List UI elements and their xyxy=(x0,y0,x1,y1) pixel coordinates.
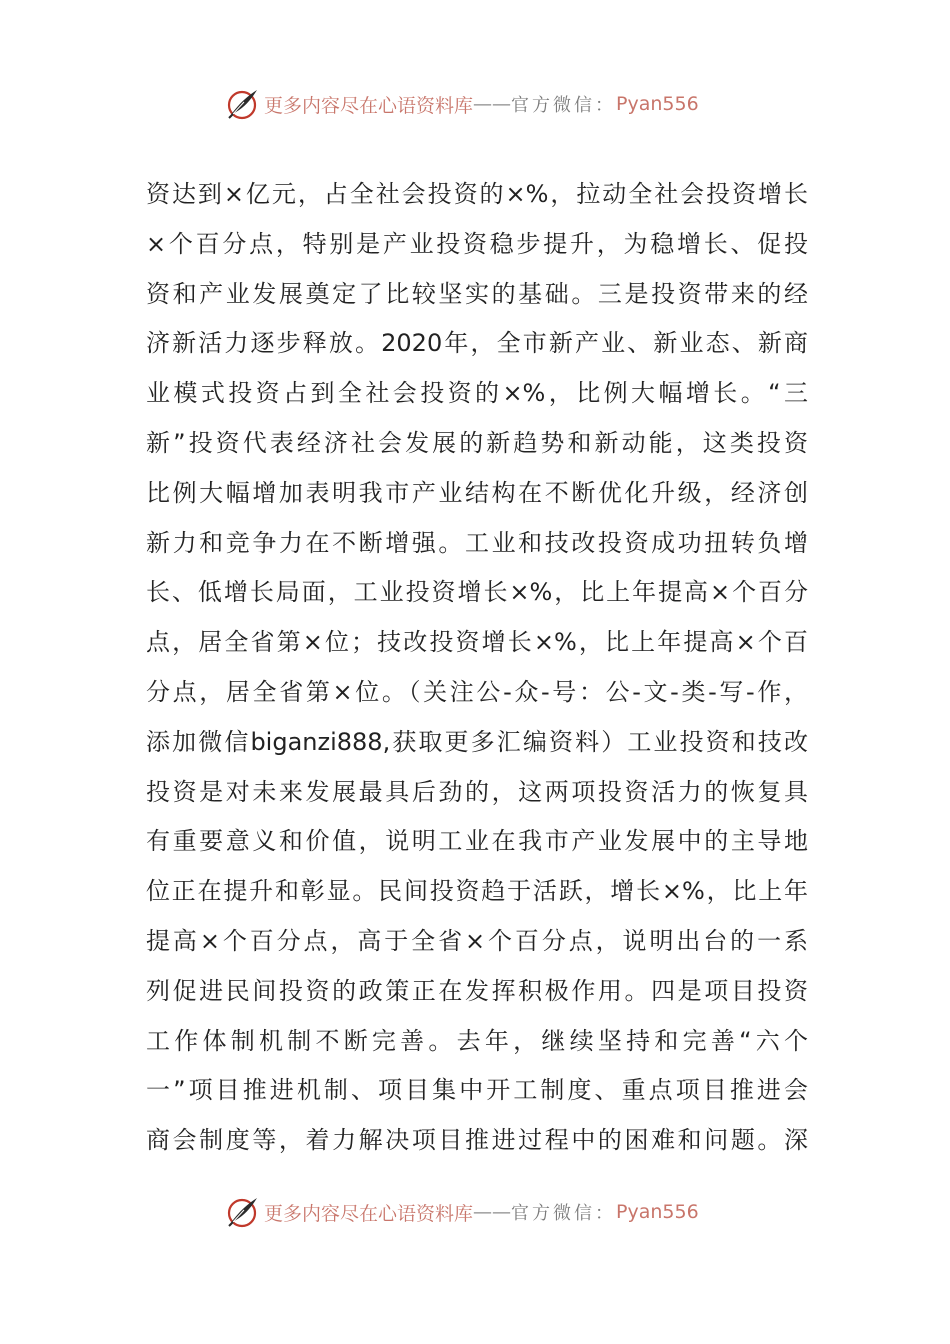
document-body xyxy=(146,170,808,1166)
body-line: ×个百分点，特别是产业投资稳步提升，为稳增长、促投 xyxy=(146,229,808,258)
body-line: 业模式投资占到全社会投资的×%，比例大幅增长。“三 xyxy=(146,379,808,408)
banner-brand-text: 更多内容尽在心语资料库 xyxy=(264,94,474,117)
footer-banner xyxy=(224,1192,744,1232)
body-line: 有重要意义和价值，说明工业在我市产业发展中的主导地 xyxy=(146,827,808,856)
body-line: 投资是对未来发展最具后劲的，这两项投资活力的恢复具 xyxy=(146,777,808,806)
body-line: 分点，居全省第×位。（关注公-众-号：公-文-类-写-作， xyxy=(146,677,808,706)
body-line: 资和产业发展奠定了比较坚实的基础。三是投资带来的经 xyxy=(146,279,808,308)
body-line: 商会制度等，着力解决项目推进过程中的困难和问题。深 xyxy=(146,1126,808,1155)
banner-wechat-id: Pyan556 xyxy=(616,93,699,115)
banner-brand-text: 更多内容尽在心语资料库 xyxy=(264,1202,474,1225)
header-banner xyxy=(224,84,744,124)
feather-pen-logo-icon xyxy=(224,1194,260,1230)
body-line: 工作体制机制不断完善。去年，继续坚持和完善“六个 xyxy=(146,1026,808,1055)
banner-wechat-label: 官方微信： xyxy=(511,1203,617,1224)
body-line: 长、低增长局面，工业投资增长×%，比上年提高×个百分 xyxy=(146,578,808,607)
body-line: 提高×个百分点，高于全省×个百分点，说明出台的一系 xyxy=(146,926,808,955)
body-line: 新”投资代表经济社会发展的新趋势和新动能，这类投资 xyxy=(146,428,808,457)
body-line: 济新活力逐步释放。2020年，全市新产业、新业态、新商 xyxy=(146,329,808,358)
feather-pen-logo-icon xyxy=(224,86,260,122)
body-line: 资达到×亿元，占全社会投资的×%，拉动全社会投资增长 xyxy=(146,180,808,208)
body-line: 位正在提升和彰显。民间投资趋于活跃，增长×%，比上年 xyxy=(146,877,808,906)
body-line: 一”项目推进机制、项目集中开工制度、重点项目推进会 xyxy=(146,1076,808,1105)
body-line: 点，居全省第×位；技改投资增长×%，比上年提高×个百 xyxy=(146,628,808,657)
body-line: 列促进民间投资的政策正在发挥积极作用。四是项目投资 xyxy=(146,976,808,1005)
banner-dash: —— xyxy=(473,1201,512,1223)
banner-wechat-label: 官方微信： xyxy=(511,95,617,116)
body-line: 新力和竞争力在不断增强。工业和技改投资成功扭转负增 xyxy=(146,528,808,557)
body-line: 添加微信biganzi888,获取更多汇编资料）工业投资和技改 xyxy=(146,727,808,756)
banner-dash: —— xyxy=(473,93,512,115)
body-line: 比例大幅增加表明我市产业结构在不断优化升级，经济创 xyxy=(146,478,808,507)
banner-wechat-id: Pyan556 xyxy=(616,1201,699,1223)
